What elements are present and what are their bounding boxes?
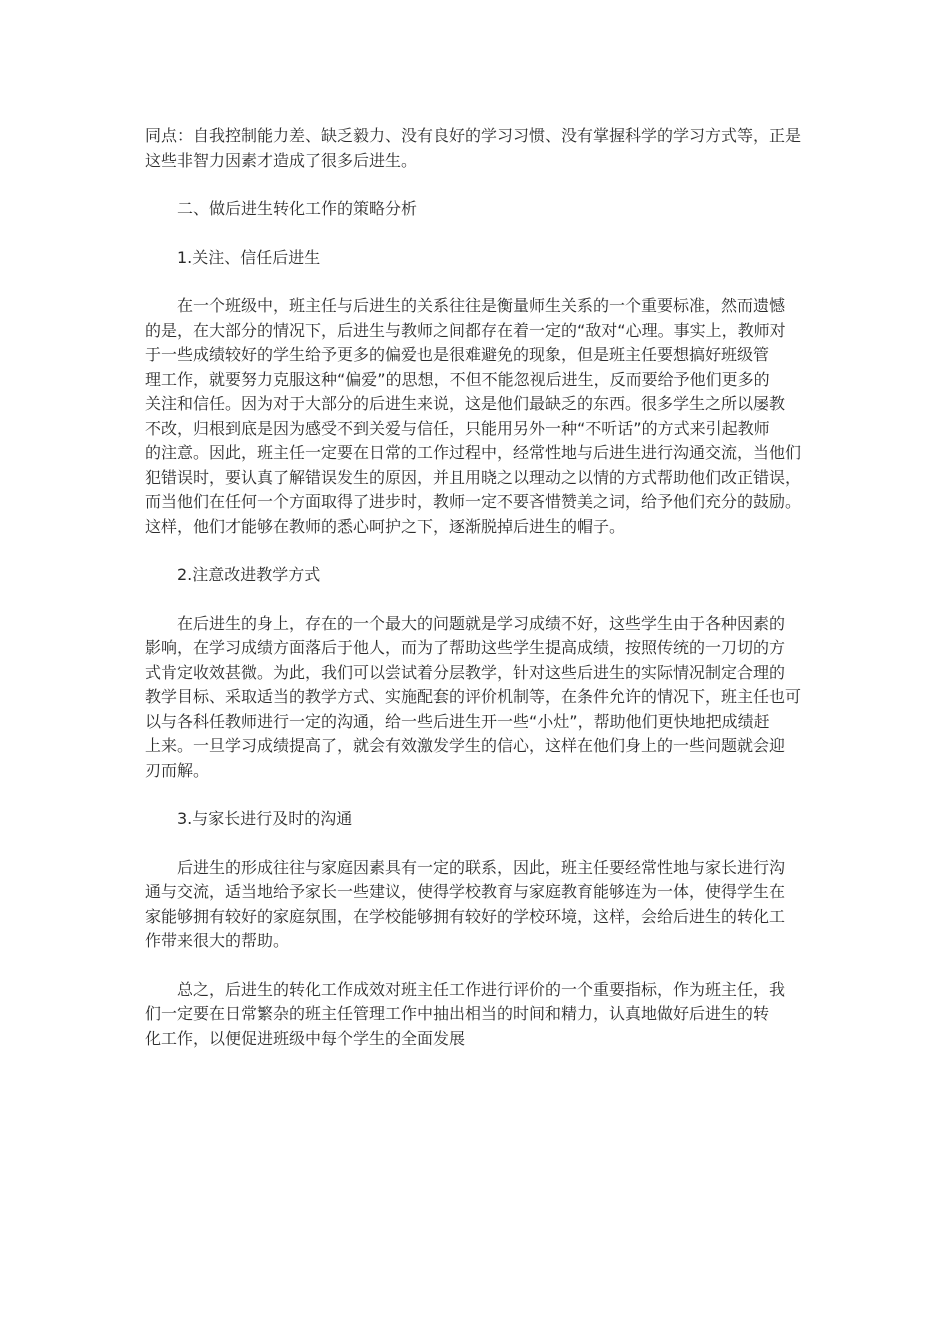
body-paragraph-teaching: 在后进生的身上，存在的一个最大的问题就是学习成绩不好，这些学生由于各种因素的 影响，在学习成绩方面落后于他人，而为了帮助这些学生提高成绩，按照传统的一刀切的方 式肯定收效甚微。为此，我们可以尝试着分层教学，针对这些后进生的实际情况制定合理的 教学目标、采取适当的教学方式、实施配套的评价机制等，在条件允许的情况下，班主任也可 以与各科任教师进行一定的沟通，给一些后进生开一些“小灶”，帮助他们更快地把成绩赶 上来。一旦学习成绩提高了，就会有效激发学生的信心，这样在他们身上的一些问题就会迎 刃而解。 xyxy=(145,613,802,780)
subheading-trust: 1.关注、信任后进生 xyxy=(177,247,321,267)
section-heading-strategy: 二、做后进生转化工作的策略分析 xyxy=(177,199,418,218)
body-paragraph-intro: 同点：自我控制能力差、缺乏毅力、没有良好的学习习惯、没有掌握科学的学习方式等，正是 这些非智力因素才造成了很多后进生。 xyxy=(145,126,802,170)
subheading-parents: 3.与家长进行及时的沟通 xyxy=(177,809,353,828)
body-paragraph-parents: 后进生的形成往往与家庭因素具有一定的联系，因此，班主任要经常性地与家长进行沟 通与交流，适当地给予家长一些建议，使得学校教育与家庭教育能够连为一体，使得学生在 家能够拥有较好的家庭氛围，在学校能够拥有较好的学校环境，这样，会给后进生的转化工 作带来很大的帮助。 xyxy=(145,857,786,950)
document-body xyxy=(145,124,820,1075)
body-paragraph-conclusion: 总之，后进生的转化工作成效对班主任工作进行评价的一个重要指标，作为班主任，我 们一定要在日常繁杂的班主任管理工作中抽出相当的时间和精力，认真地做好后进生的转 化工作，以便促进班级中每个学生的全面发展 xyxy=(145,979,786,1048)
body-paragraph-trust: 在一个班级中，班主任与后进生的关系往往是衡量师生关系的一个重要标准，然而遗憾 的是，在大部分的情况下，后进生与教师之间都存在着一定的“敌对“心理。事实上，教师对 于一些成绩较好的学生给予更多的偏爱也是很难避免的现象，但是班主任要想搞好班级管 理工作，就要努力克服这种“偏爱”的思想，不但不能忽视后进生，反而要给予他们更多的 关注和信任。因为对于大部分的后进生来说，这是他们最缺乏的东西。很多学生之所以屡教 不改，归根到底是因为感受不到关爱与信任，只能用另外一种“不听话”的方式来引起教师 的注意。因此，班主任一定要在日常的工作过程中，经常性地与后进生进行沟通交流，当他们 犯错误时，要认真了解错误发生的原因，并且用晓之以理动之以情的方式帮助他们改正错误， 而当他们在任何一个方面取得了进步时，教师一定不要吝惜赞美之词，给予他们充分的鼓励。 这样，他们才能够在教师的悉心呵护之下，逐渐脱掉后进生的帽子。 xyxy=(145,296,802,536)
subheading-teaching: 2.注意改进教学方式 xyxy=(177,565,321,584)
